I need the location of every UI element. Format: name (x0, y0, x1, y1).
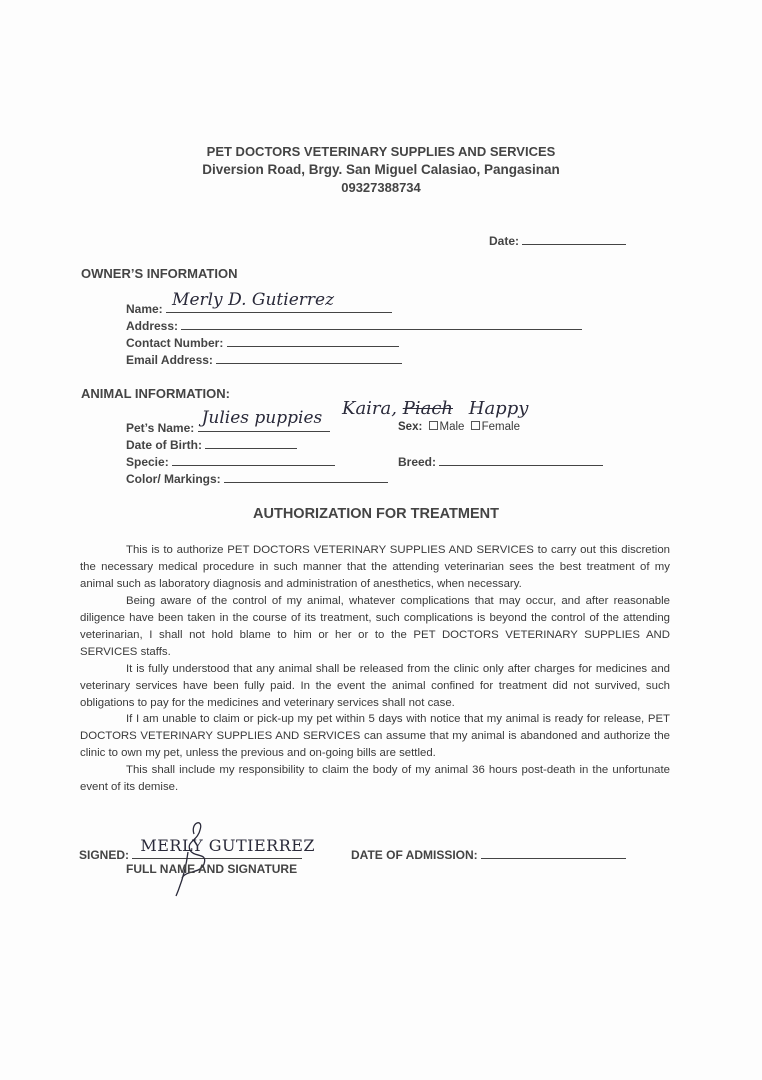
sex-male-checkbox[interactable] (429, 421, 438, 430)
pet-name-line (198, 408, 330, 432)
owner-name-value: Merly D. Gutierrez (172, 290, 335, 310)
pet-name-extra-1: Kaira, (342, 398, 397, 419)
pet-name-value: Julies puppies (201, 408, 323, 428)
admission-label: DATE OF ADMISSION: (351, 848, 478, 862)
owner-email-line (216, 351, 402, 364)
breed-label: Breed: (398, 455, 437, 469)
paragraph-1: This is to authorize PET DOCTORS VETERINARY SUPPLIES AND SERVICES to carry out this discretion the necessary medical procedure in such manner that the attending veterinarian sees the best treatment of my animal such as laboratory diagnosis and administration of anesthetics, when necessary. (80, 544, 670, 590)
pet-name-struck: Piach (402, 398, 454, 419)
sex-female-label: Female (481, 421, 520, 433)
signed-value: MERLY GUTIERREZ (140, 836, 316, 855)
date-line (522, 232, 626, 245)
breed-line (439, 453, 603, 466)
sex-male-label: Male (439, 421, 465, 433)
paragraph-3: It is fully understood that any animal shall be released from the clinic only after charges for medicines and veterinary services have been fully paid. In the event the animal confined for treatment did not survived, such obligations to pay for the medicines and veterinary services shall not case. (80, 663, 670, 709)
owner-email-label: Email Address: (126, 353, 213, 367)
owner-address-line (181, 317, 582, 330)
owner-email-field[interactable] (126, 351, 402, 367)
owner-contact-line (227, 334, 399, 347)
dob-field[interactable] (126, 436, 297, 452)
owner-address-label: Address: (126, 319, 179, 333)
pet-name-extra-2: Happy (468, 398, 529, 419)
specie-line (172, 453, 335, 466)
owner-address-field[interactable] (126, 317, 582, 333)
owner-contact-field[interactable] (126, 334, 399, 350)
admission-field[interactable] (351, 846, 626, 862)
sex-female-checkbox[interactable] (471, 421, 480, 430)
sex-label: Sex: (398, 421, 423, 433)
owner-name-field[interactable] (126, 290, 392, 316)
pet-name-extra (342, 398, 528, 419)
signed-label: SIGNED: (79, 848, 130, 862)
full-name-label: FULL NAME AND SIGNATURE (126, 862, 298, 876)
paragraph-2: Being aware of the control of my animal, whatever complications that may occur, and after reasonable diligence have been taken in the course of its treatment, such complications is beyond the control of the attending veterinarian, I shall not hold blame to him or her or to the PET DOCTORS VETERINARY SUPPLIES AND SERVICES staffs. (80, 595, 670, 658)
company-address: Diversion Road, Brgy. San Miguel Calasiao, Pangasinan (202, 162, 560, 177)
date-label: Date: (489, 234, 520, 248)
specie-field[interactable] (126, 453, 335, 469)
company-name: PET DOCTORS VETERINARY SUPPLIES AND SERVICES (206, 144, 556, 159)
animal-section-title: ANIMAL INFORMATION: (81, 386, 230, 401)
pet-name-field[interactable] (126, 408, 330, 435)
specie-label: Specie: (126, 455, 169, 469)
paragraph-4: If I am unable to claim or pick-up my pet within 5 days with notice that my animal is ready for release, PET DOCTORS VETERINARY SUPPLIES AND SERVICES can assume that my animal is abandoned and authorize the clinic to own my pet, unless the previous and on-going bills are settled. (80, 713, 670, 759)
date-field[interactable] (489, 232, 626, 248)
authorization-title: AUTHORIZATION FOR TREATMENT (253, 506, 499, 522)
owner-section-title: OWNER’S INFORMATION (81, 266, 238, 281)
color-field[interactable] (126, 470, 388, 486)
admission-line (481, 846, 626, 859)
color-line (224, 470, 388, 483)
company-phone: 09327388734 (341, 180, 421, 195)
owner-name-label: Name: (126, 302, 163, 316)
paragraph-5: This shall include my responsibility to claim the body of my animal 36 hours post-death in the unfortunate event of its demise. (80, 764, 670, 793)
color-label: Color/ Markings: (126, 472, 221, 486)
owner-name-line (166, 290, 392, 313)
signature-stroke (160, 812, 220, 902)
breed-field[interactable] (398, 453, 603, 469)
sex-field (398, 421, 520, 433)
dob-line (205, 436, 297, 449)
dob-label: Date of Birth: (126, 438, 202, 452)
owner-contact-label: Contact Number: (126, 336, 224, 350)
pet-name-label: Pet’s Name: (126, 421, 195, 435)
